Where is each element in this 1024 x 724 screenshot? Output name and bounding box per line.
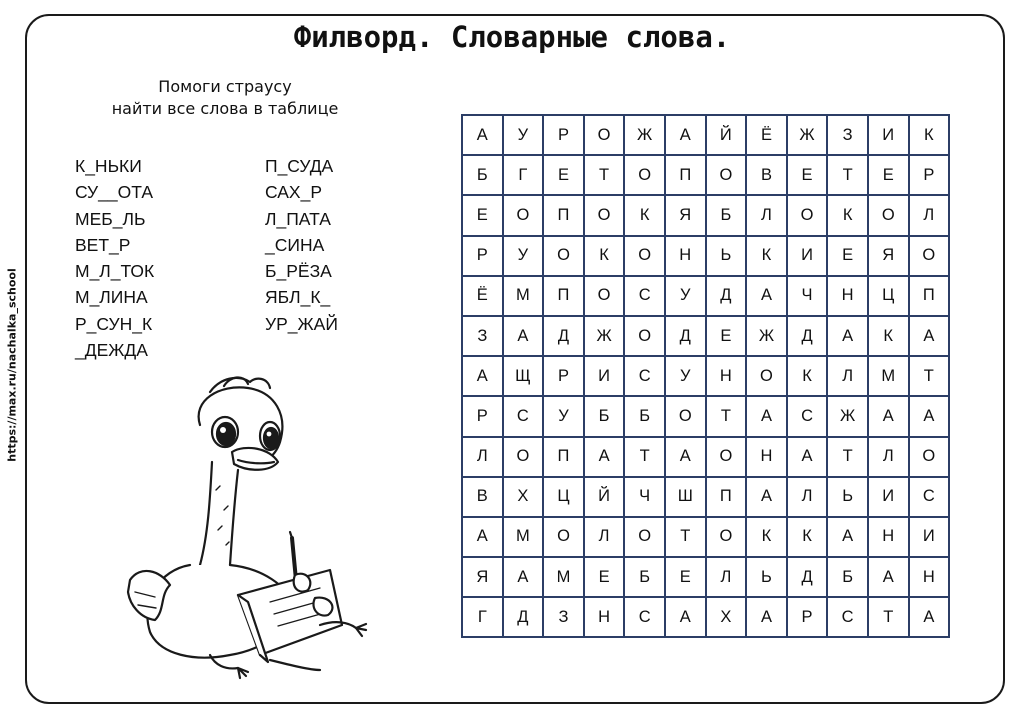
grid-cell[interactable]: А	[462, 356, 503, 396]
grid-cell[interactable]: А	[462, 517, 503, 557]
side-url-strip	[0, 0, 24, 724]
grid-cell[interactable]: А	[746, 597, 787, 637]
grid-cell[interactable]: Б	[624, 557, 665, 597]
grid-cell[interactable]: Р	[787, 597, 828, 637]
grid-cell[interactable]: О	[624, 155, 665, 195]
grid-row	[462, 316, 949, 356]
grid-cell[interactable]: О	[665, 396, 706, 436]
grid-cell[interactable]: А	[909, 597, 950, 637]
grid-cell[interactable]: Т	[706, 396, 747, 436]
word-item: _СИНА	[265, 234, 325, 255]
grid-cell[interactable]: П	[543, 195, 584, 235]
grid-cell[interactable]: И	[787, 236, 828, 276]
grid-row	[462, 557, 949, 597]
grid-cell[interactable]: Л	[706, 557, 747, 597]
page-title: Филворд. Словарные слова.	[293, 20, 731, 54]
grid-cell[interactable]: Е	[787, 155, 828, 195]
grid-cell[interactable]: Т	[584, 155, 625, 195]
grid-cell[interactable]: А	[665, 115, 706, 155]
grid-cell[interactable]: Н	[746, 437, 787, 477]
grid-cell[interactable]: Ж	[624, 115, 665, 155]
word-item: К_НЬКИ	[75, 156, 142, 176]
grid-cell[interactable]: П	[543, 437, 584, 477]
grid-cell[interactable]: А	[584, 437, 625, 477]
grid-cell[interactable]: М	[868, 356, 909, 396]
grid-cell[interactable]: У	[503, 236, 544, 276]
grid-cell[interactable]: Т	[827, 155, 868, 195]
grid-cell[interactable]: А	[665, 597, 706, 637]
word-item: Б_РЁЗА	[265, 261, 332, 282]
grid-cell[interactable]: Г	[503, 155, 544, 195]
grid-cell[interactable]: Ь	[706, 236, 747, 276]
grid-cell[interactable]: К	[868, 316, 909, 356]
grid-cell[interactable]: Я	[868, 236, 909, 276]
grid-cell[interactable]: К	[787, 517, 828, 557]
grid-cell[interactable]: О	[624, 236, 665, 276]
grid-cell[interactable]: Е	[584, 557, 625, 597]
grid-cell[interactable]: О	[909, 437, 950, 477]
word-item: М_Л_ТОК	[75, 261, 155, 282]
grid-cell[interactable]: Х	[706, 597, 747, 637]
grid-cell[interactable]: О	[706, 517, 747, 557]
grid-cell[interactable]: Ь	[827, 477, 868, 517]
grid-cell[interactable]: Л	[462, 437, 503, 477]
grid-cell[interactable]: Т	[909, 356, 950, 396]
grid-cell[interactable]: Е	[868, 155, 909, 195]
grid-cell[interactable]: Л	[827, 356, 868, 396]
word-item: САХ_Р	[265, 182, 323, 203]
grid-cell[interactable]: Л	[787, 477, 828, 517]
grid-cell[interactable]: Д	[543, 316, 584, 356]
grid-row	[462, 437, 949, 477]
grid-cell[interactable]: Л	[909, 195, 950, 235]
grid-cell[interactable]: К	[746, 236, 787, 276]
grid-cell[interactable]: А	[827, 517, 868, 557]
word-item: ВЕТ_Р	[75, 234, 131, 255]
grid-row	[462, 195, 949, 235]
grid-row	[462, 477, 949, 517]
grid-cell[interactable]: П	[706, 477, 747, 517]
grid-cell[interactable]: Б	[462, 155, 503, 195]
word-item: ЯБЛ_К_	[265, 287, 331, 308]
grid-cell[interactable]: Н	[868, 517, 909, 557]
grid-cell[interactable]: Щ	[503, 356, 544, 396]
grid-cell[interactable]: Г	[462, 597, 503, 637]
grid-cell[interactable]: Т	[868, 597, 909, 637]
word-item: УР_ЖАЙ	[265, 313, 338, 334]
grid-cell[interactable]: О	[543, 517, 584, 557]
word-item: СУ__ОТА	[75, 182, 154, 203]
grid-cell[interactable]: П	[543, 276, 584, 316]
word-item: Л_ПАТА	[265, 208, 331, 229]
grid-cell[interactable]: И	[584, 356, 625, 396]
grid-cell[interactable]: О	[584, 276, 625, 316]
grid-cell[interactable]: С	[624, 597, 665, 637]
grid-cell[interactable]: Ё	[746, 115, 787, 155]
word-item: _ДЕЖДА	[75, 340, 148, 361]
grid-cell[interactable]: Е	[543, 155, 584, 195]
word-search-grid	[461, 114, 950, 638]
grid-cell[interactable]: Д	[503, 597, 544, 637]
grid-cell[interactable]: С	[909, 477, 950, 517]
grid-cell[interactable]: Р	[543, 356, 584, 396]
grid-cell[interactable]: В	[746, 155, 787, 195]
instruction-line-2: найти все слова в таблице	[111, 99, 339, 118]
grid-cell[interactable]: С	[624, 276, 665, 316]
grid-cell[interactable]: К	[584, 236, 625, 276]
word-item: П_СУДА	[265, 156, 334, 176]
word-item: М_ЛИНА	[75, 287, 148, 308]
grid-cell[interactable]: Я	[665, 195, 706, 235]
grid-cell[interactable]: Ц	[543, 477, 584, 517]
grid-cell[interactable]: И	[868, 115, 909, 155]
grid-cell[interactable]: С	[503, 396, 544, 436]
grid-cell[interactable]: Ё	[462, 276, 503, 316]
grid-cell[interactable]: О	[624, 517, 665, 557]
grid-cell[interactable]: А	[665, 437, 706, 477]
grid-cell[interactable]: О	[584, 115, 625, 155]
grid-row	[462, 115, 949, 155]
grid-cell[interactable]: А	[746, 396, 787, 436]
grid-cell[interactable]: Д	[787, 557, 828, 597]
grid-cell[interactable]: Н	[584, 597, 625, 637]
grid-row	[462, 236, 949, 276]
grid-cell[interactable]: А	[462, 115, 503, 155]
grid-cell[interactable]: О	[584, 195, 625, 235]
grid-cell[interactable]: Б	[706, 195, 747, 235]
grid-cell[interactable]: Р	[543, 115, 584, 155]
grid-cell[interactable]: О	[503, 195, 544, 235]
grid-cell[interactable]: О	[787, 195, 828, 235]
grid-cell[interactable]: Я	[462, 557, 503, 597]
grid-cell[interactable]: А	[868, 396, 909, 436]
grid-cell[interactable]: А	[827, 316, 868, 356]
grid-cell[interactable]: Ц	[868, 276, 909, 316]
grid-cell[interactable]: В	[462, 477, 503, 517]
grid-row	[462, 276, 949, 316]
grid-cell[interactable]: Ж	[584, 316, 625, 356]
grid-cell[interactable]: Л	[584, 517, 625, 557]
grid-cell[interactable]: Ж	[746, 316, 787, 356]
grid-cell[interactable]: А	[503, 557, 544, 597]
word-list-right	[265, 153, 338, 337]
word-list-left	[75, 153, 154, 363]
grid-cell[interactable]: М	[543, 557, 584, 597]
grid-cell[interactable]: К	[787, 356, 828, 396]
grid-cell[interactable]: У	[503, 115, 544, 155]
grid-cell[interactable]: Р	[462, 236, 503, 276]
grid-cell[interactable]: С	[624, 356, 665, 396]
grid-cell[interactable]: М	[503, 517, 544, 557]
side-url-text: https://max.ru/nachalka_school	[5, 268, 19, 462]
grid-cell[interactable]: О	[543, 236, 584, 276]
word-item: МЕБ_ЛЬ	[75, 208, 146, 229]
grid-cell[interactable]: А	[503, 316, 544, 356]
grid-cell[interactable]: Л	[746, 195, 787, 235]
grid-cell[interactable]: О	[503, 437, 544, 477]
grid-cell[interactable]: Р	[909, 155, 950, 195]
grid-cell[interactable]: Р	[462, 396, 503, 436]
grid-cell[interactable]: Е	[706, 316, 747, 356]
grid-cell[interactable]: Т	[665, 517, 706, 557]
grid-cell[interactable]: Н	[909, 557, 950, 597]
grid-cell[interactable]: О	[706, 437, 747, 477]
grid-cell[interactable]: С	[787, 396, 828, 436]
grid-cell[interactable]: У	[665, 276, 706, 316]
grid-cell[interactable]: А	[909, 396, 950, 436]
grid-cell[interactable]: З	[462, 316, 503, 356]
grid-row	[462, 356, 949, 396]
grid-cell[interactable]: П	[909, 276, 950, 316]
grid-cell[interactable]: С	[827, 597, 868, 637]
grid-cell[interactable]: А	[746, 477, 787, 517]
grid-row	[462, 155, 949, 195]
grid-cell[interactable]: П	[665, 155, 706, 195]
grid-cell[interactable]: У	[665, 356, 706, 396]
instruction-line-1: Помоги страусу	[158, 77, 292, 96]
grid-cell[interactable]: Ч	[624, 477, 665, 517]
grid-cell[interactable]: Б	[624, 396, 665, 436]
grid-cell[interactable]: О	[868, 195, 909, 235]
grid-cell[interactable]: Ь	[746, 557, 787, 597]
grid-cell[interactable]: Ч	[787, 276, 828, 316]
grid-row	[462, 597, 949, 637]
grid-cell[interactable]: М	[503, 276, 544, 316]
grid-cell[interactable]: Н	[665, 236, 706, 276]
grid-cell[interactable]: Е	[827, 236, 868, 276]
grid-cell[interactable]: О	[706, 155, 747, 195]
grid-cell[interactable]: Д	[787, 316, 828, 356]
grid-cell[interactable]: Т	[624, 437, 665, 477]
grid-cell[interactable]: Ш	[665, 477, 706, 517]
grid-row	[462, 517, 949, 557]
grid-cell[interactable]: Х	[503, 477, 544, 517]
grid-cell[interactable]: Е	[462, 195, 503, 235]
grid-row	[462, 396, 949, 436]
grid-cell[interactable]: Л	[868, 437, 909, 477]
grid-cell[interactable]: А	[868, 557, 909, 597]
grid-cell[interactable]: Й	[584, 477, 625, 517]
grid-cell[interactable]: Б	[584, 396, 625, 436]
grid-cell[interactable]: К	[827, 195, 868, 235]
grid-cell[interactable]: Д	[706, 276, 747, 316]
grid-cell[interactable]: А	[746, 276, 787, 316]
grid-cell[interactable]: О	[624, 316, 665, 356]
grid-cell[interactable]: А	[787, 437, 828, 477]
grid-cell[interactable]: О	[909, 236, 950, 276]
grid-cell[interactable]: Д	[665, 316, 706, 356]
grid-cell[interactable]: Т	[827, 437, 868, 477]
grid-cell[interactable]: К	[746, 517, 787, 557]
grid-cell[interactable]: З	[827, 115, 868, 155]
grid-cell[interactable]: К	[624, 195, 665, 235]
grid-cell[interactable]: К	[909, 115, 950, 155]
grid-cell[interactable]: А	[909, 316, 950, 356]
grid-cell[interactable]: Н	[827, 276, 868, 316]
word-item: Р_СУН_К	[75, 313, 153, 334]
ostrich-illustration	[120, 370, 370, 680]
grid-cell[interactable]: И	[868, 477, 909, 517]
grid-cell[interactable]: И	[909, 517, 950, 557]
grid-cell[interactable]: Ж	[827, 396, 868, 436]
grid-cell[interactable]: У	[543, 396, 584, 436]
grid-cell[interactable]: Й	[706, 115, 747, 155]
grid-cell[interactable]: Б	[827, 557, 868, 597]
grid-cell[interactable]: Н	[706, 356, 747, 396]
grid-cell[interactable]: О	[746, 356, 787, 396]
grid-cell[interactable]: З	[543, 597, 584, 637]
grid-cell[interactable]: Ж	[787, 115, 828, 155]
grid-cell[interactable]: Е	[665, 557, 706, 597]
